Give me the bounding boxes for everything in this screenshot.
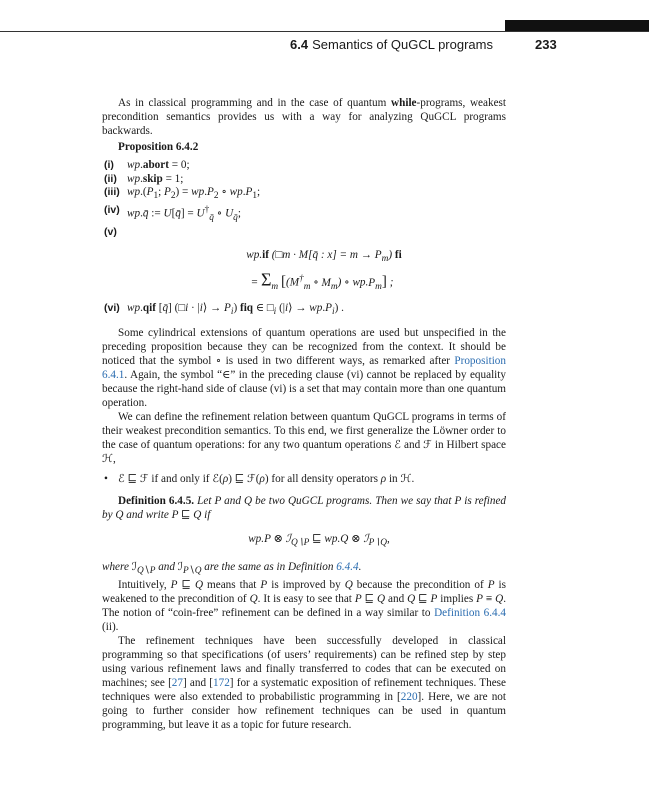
- proposition-item-vi: (vi) wp.qif [q̄] (□i · |i⟩ → $P_i$) fiq ∈ $□_i$ (|i⟩ → $wp.P_i$) .: [104, 301, 344, 318]
- proposition-item-iii: (iii) $wp.(P_1$; $P_2) = wp.P_2$ ∘ $wp.P_1$;: [104, 186, 261, 202]
- paragraph-intro: As in classical programming and in the case of quantum while-programs, weakest precondition semantics provides us with a way for analyzing QuGCL programs backwards.: [102, 97, 507, 137]
- definition-link-2[interactable]: Definition 6.4.4: [434, 607, 506, 620]
- where-line: where ℐ$_{Q∖P}$ and ℐ$_{P∖Q}$ are the same as in Definition 6.4.4.: [102, 560, 362, 577]
- definition-display: wp.P ⊗ ℐ$_{Q∖P}$ ⊑ wp.Q ⊗ ℐ$_{P∖Q}$,: [248, 532, 390, 548]
- citation-27[interactable]: 27: [171, 677, 183, 690]
- display-equation-v1: wp.if (□m · M[q̄ : $x] = m \to P_m$) fi: [246, 248, 402, 264]
- paragraph-techniques: The refinement techniques have been successfully developed in classical programming so that specifications (of users’ requirements) can be refined step by step using various refinement laws and finally transferred to codes that can be executed on machines; see [27] and [172] for a systematic exposition of refinement techniques. These techniques were also extended to probabilistic programming in [220]. Here, we are not going to further consider how refinement techniques can be used in quantum programming, but leave it as a topic for future research.: [102, 635, 506, 732]
- proposition-item-iv: (iv) wp.q̄ := U[q̄] = $U^\dagger_{q̄}$ ∘ $U_{q̄}$;: [104, 204, 241, 223]
- item-label: (vi): [104, 301, 120, 314]
- bullet-icon: •: [104, 472, 108, 485]
- page-body: [102, 96, 506, 732]
- running-header: [290, 37, 493, 52]
- paragraph-refinement-intro: We can define the refinement relation between quantum QuGCL programs in terms of their weakest precondition semantics. To this end, we first generalize the Löwner order to the case of quantum operations: for any two quantum operations ℰ and ℱ in Hilbert space ℋ,: [102, 410, 506, 465]
- display-equation-v2: = $\Sigma_m$ [($M^\dagger_m$ ∘ $M_m$) ∘ $wp.P_m$] ;: [250, 269, 394, 292]
- item-label: (iii): [104, 186, 120, 199]
- item-label: (iv): [104, 204, 120, 217]
- paragraph-remarks: Some cylindrical extensions of quantum operations are used but unspecified in the preceding proposition because they can be recognized from the context. It should be noticed that the symbol ∘ is used in two different ways, as remarked after Proposition 6.4.1. Again, the symbol “∈” in the preceding clause (vi) cannot be replaced by equality because the right-hand side of clause (vi) is a set that may contain more than one quantum operation.: [102, 326, 506, 409]
- item-label: (ii): [104, 172, 117, 185]
- proposition-link[interactable]: Proposition 6.4.1: [102, 354, 506, 381]
- bullet-item: • ℰ ⊑ ℱ if and only if ℰ(ρ) ⊑ ℱ(ρ) for all density operators ρ in ℋ.: [104, 472, 415, 485]
- item-label: (i): [104, 159, 114, 171]
- citation-220[interactable]: 220: [400, 691, 418, 704]
- section-number: 6.4: [290, 37, 309, 52]
- citation-172[interactable]: 172: [213, 677, 230, 690]
- section-title: Semantics of QuGCL programs: [312, 37, 493, 52]
- proposition-item-ii: (ii) wp.skip = 1;: [104, 172, 184, 185]
- header-rule: [0, 31, 649, 32]
- paragraph-intuition: Intuitively, P ⊑ Q means that P is improved by Q because the precondition of P is weakened to the precondition of Q. It is easy to see that P ⊑ Q and Q ⊑ P implies P ≡ Q. The notion of “coin-free” refinement can be defined in a way similar to Definition 6.4.4 (ii).: [102, 579, 507, 634]
- page-number: 233: [535, 37, 557, 52]
- definition-heading: Definition 6.4.5.: [118, 494, 195, 507]
- definition-paragraph: Definition 6.4.5. Let P and Q be two QuGCL programs. Then we say that P is refined by Q and write P ⊑ Q if: [102, 494, 507, 521]
- item-label: (v): [104, 225, 117, 238]
- proposition-item-i: (i) wp.abort = 0;: [104, 159, 190, 171]
- proposition-heading: Proposition 6.4.2: [118, 141, 199, 153]
- definition-link[interactable]: 6.4.4: [336, 560, 359, 573]
- proposition-item-v: [102, 226, 506, 240]
